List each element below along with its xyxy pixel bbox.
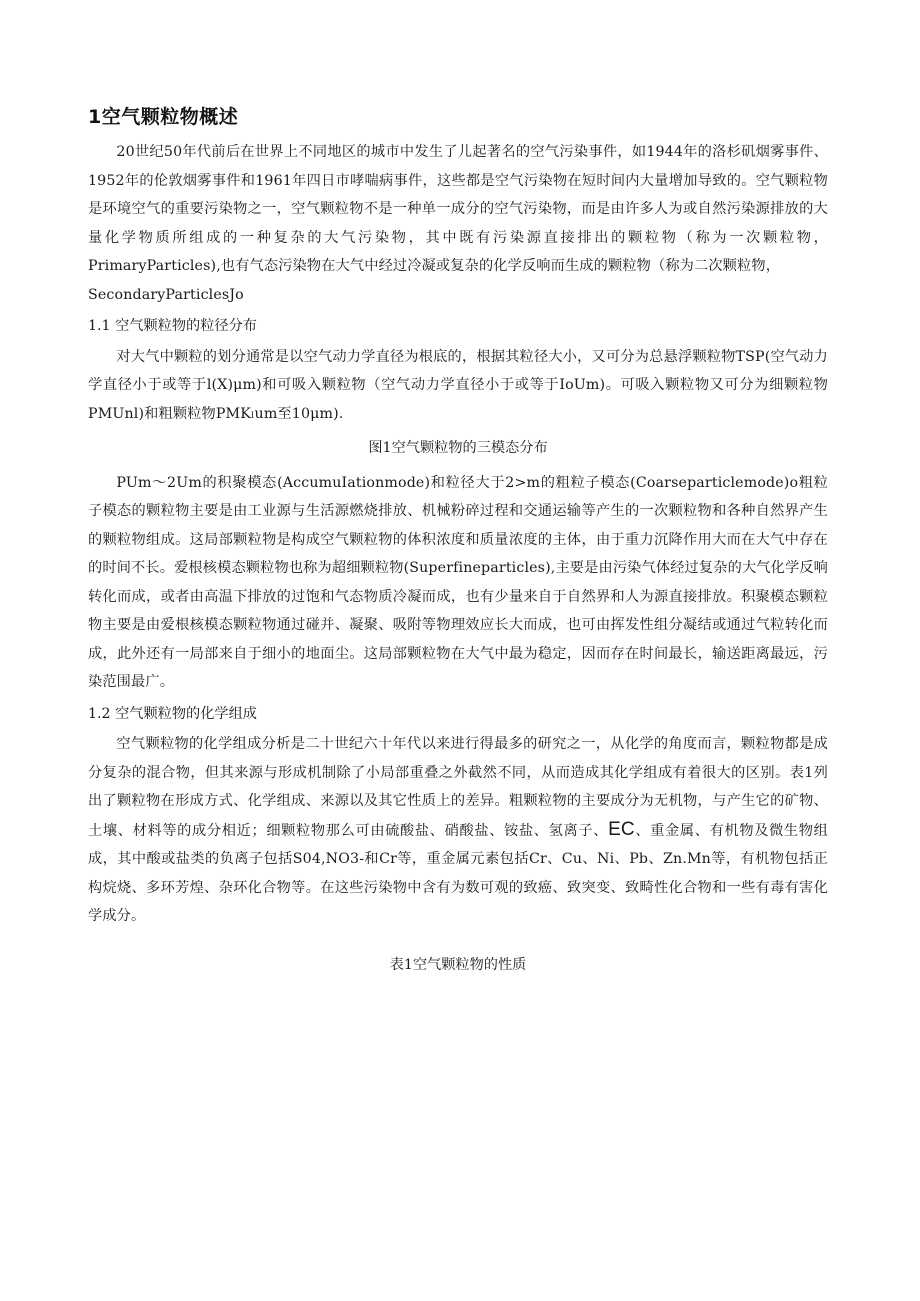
figure-caption: 图1空气颗粒物的三模态分布 xyxy=(368,440,548,456)
table-caption: 表1空气颗粒物的性质 xyxy=(389,956,527,973)
ec-term: EC xyxy=(608,818,635,840)
intro-paragraph-end: SecondaryParticlesJo xyxy=(88,286,244,303)
particle-size-paragraph: 对大气中颗粒的划分通常是以空气动力学直径为根底的，根据其粒径大小，又可分为总悬浮颗粒物TSP(空气动力学直径小于或等于l(X)μm)和可吸入颗粒物（空气动力学直径小于或等于IoUm)。可吸入颗粒物又可分为细颗粒物PMUnl)和粗颗粒物PMKₗum至10μm). xyxy=(88,348,828,422)
composition-text-part-2: 、重金属、有机物及微生物组成，其中酸或盐类的负离子包括S04,NO3-和Cr等，重金属元素包括Cr、Cu、Ni、Pb、Zn.Mn等，有机物包括正构烷烧、多环芳煌、杂环化合物等。在这些污染物中含有为数可观的致癌、致突变、致畸性化合物和一些有毒有害化学成分。 xyxy=(88,822,828,924)
mode-distribution-paragraph: PUm～2Um的积聚模态(AccumuIationmode)和粒径大于2>m的粗粒子模态(Coarseparticlemode)o粗粒子模态的颗粒物主要是由工业源与生活源燃烧排放、机械粉碎过程和交通运输等产生的一次颗粒物和各种自然界产生的颗粒物组成。这局部颗粒物是构成空气颗粒物的体积浓度和质量浓度的主体，由于重力沉降作用大而在大气中存在的时间不长。爱根核模态颗粒物也称为超细颗粒物(Superfineparticles),主要是由污染气体经过复杂的大气化学反响转化而成，或者由高温下排放的过饱和气态物质冷凝而成，也有少量来自于自然界和人为源直接排放。积聚模态颗粒物主要是由爱根核模态颗粒物通过碰并、凝聚、吸附等物理效应长大而成，也可由挥发性组分凝结或通过气粒转化而成，此外还有一局部来自于细小的地面尘。这局部颗粒物在大气中最为稳定，因而存在时间最长，输送距离最远，污染范围最广。 xyxy=(88,474,828,690)
subsection-title-1-2: 1.2 空气颗粒物的化学组成 xyxy=(88,705,257,722)
composition-text-part-1: 空气颗粒物的化学组成分析是二十世纪六十年代以来进行得最多的研究之一，从化学的角度而言，颗粒物都是成分复杂的混合物，但其来源与形成机制除了小局部重叠之外截然不同，从而造成其化学组成有着很大的区别。表1列出了颗粒物在形成方式、化学组成、来源以及其它性质上的差异。粗颗粒物的主要成分为无机物，与产生它的矿物、土壤、材料等的成分相近；细颗粒物那么可由硫酸盐、硝酸盐、铵盐、氢离子、 xyxy=(88,736,828,839)
document-body xyxy=(88,104,828,985)
subsection-title-1-1: 1.1 空气颗粒物的粒径分布 xyxy=(88,318,257,334)
chemical-composition-paragraph xyxy=(88,730,828,931)
section-title: 1空气颗粒物概述 xyxy=(88,106,239,128)
intro-paragraph: 20世纪50年代前后在世界上不同地区的城市中发生了儿起著名的空气污染事件，如1944年的洛杉矶烟雾事件、1952年的伦敦烟雾事件和1961年四日市哮喘病事件，这些都是空气污染物在短时间内大量增加导致的。空气颗粒物是环境空气的重要污染物之一，空气颗粒物不是一种单一成分的空气污染物，而是由许多人为或自然污染源排放的大量化学物质所组成的一种复杂的大气污染物，其中既有污染源直接排出的颗粒物（称为一次颗粒物，PrimaryParticles),也有气态污染物在大气中经过冷凝或复杂的化学反响而生成的颗粒物（称为二次颗粒物， xyxy=(88,144,828,274)
